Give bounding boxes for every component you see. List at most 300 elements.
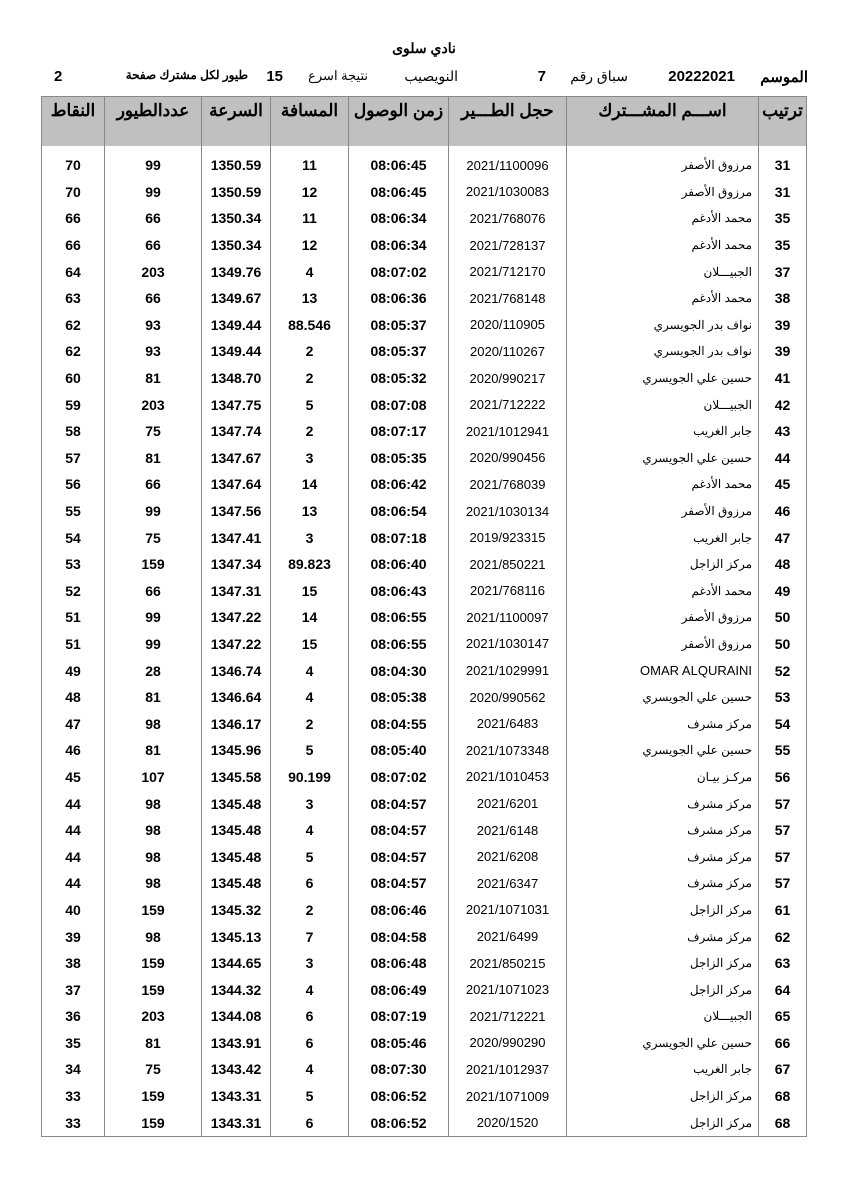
cell-speed: 1347.31 xyxy=(202,578,271,605)
cell-points: 45 xyxy=(42,764,105,791)
cell-points: 33 xyxy=(42,1109,105,1136)
cell-distance: 14 xyxy=(271,604,349,631)
cell-ring: 2021/728137 xyxy=(449,232,567,259)
cell-distance: 6 xyxy=(271,1030,349,1057)
col-points: النقاط xyxy=(42,97,105,147)
table-row xyxy=(42,146,807,179)
cell-points: 62 xyxy=(42,338,105,365)
cell-distance: 4 xyxy=(271,817,349,844)
cell-points: 54 xyxy=(42,524,105,551)
cell-rank: 57 xyxy=(759,790,807,817)
cell-distance: 4 xyxy=(271,976,349,1003)
col-birds: عددالطيور xyxy=(105,97,202,147)
cell-points: 55 xyxy=(42,498,105,525)
cell-speed: 1346.74 xyxy=(202,657,271,684)
cell-birds: 93 xyxy=(105,338,202,365)
table-row xyxy=(42,843,807,870)
cell-ring: 2020/1520 xyxy=(449,1109,567,1136)
cell-arrival: 08:06:49 xyxy=(349,976,449,1003)
cell-speed: 1345.48 xyxy=(202,843,271,870)
cell-distance: 5 xyxy=(271,391,349,418)
cell-distance: 3 xyxy=(271,524,349,551)
cell-birds: 203 xyxy=(105,258,202,285)
cell-rank: 46 xyxy=(759,498,807,525)
cell-arrival: 08:06:46 xyxy=(349,897,449,924)
cell-speed: 1347.75 xyxy=(202,391,271,418)
cell-arrival: 08:05:35 xyxy=(349,445,449,472)
cell-name: نواف بدر الجويسري xyxy=(567,312,759,339)
cell-rank: 65 xyxy=(759,1003,807,1030)
cell-name: مركز مشرف xyxy=(567,817,759,844)
cell-birds: 75 xyxy=(105,524,202,551)
cell-distance: 13 xyxy=(271,285,349,312)
cell-rank: 42 xyxy=(759,391,807,418)
cell-name: حسين علي الجويسري xyxy=(567,445,759,472)
cell-distance: 3 xyxy=(271,790,349,817)
cell-speed: 1349.44 xyxy=(202,312,271,339)
cell-points: 33 xyxy=(42,1083,105,1110)
birds-label: طيور لكل مشترك صفحة xyxy=(125,68,248,82)
cell-ring: 2021/1030083 xyxy=(449,179,567,206)
cell-ring: 2021/6499 xyxy=(449,923,567,950)
cell-speed: 1346.64 xyxy=(202,684,271,711)
cell-ring: 2021/850221 xyxy=(449,551,567,578)
race-name: النويصيب xyxy=(404,68,458,84)
cell-distance: 15 xyxy=(271,578,349,605)
cell-rank: 52 xyxy=(759,657,807,684)
cell-birds: 98 xyxy=(105,817,202,844)
table-row xyxy=(42,817,807,844)
cell-name: مركز الزاجل xyxy=(567,897,759,924)
cell-ring: 2021/1071031 xyxy=(449,897,567,924)
cell-birds: 99 xyxy=(105,604,202,631)
cell-distance: 2 xyxy=(271,710,349,737)
cell-rank: 50 xyxy=(759,604,807,631)
cell-rank: 43 xyxy=(759,418,807,445)
cell-birds: 159 xyxy=(105,1083,202,1110)
table-row xyxy=(42,365,807,392)
table-row xyxy=(42,604,807,631)
cell-rank: 48 xyxy=(759,551,807,578)
cell-name: حسين علي الجويسري xyxy=(567,737,759,764)
cell-speed: 1343.91 xyxy=(202,1030,271,1057)
cell-speed: 1345.58 xyxy=(202,764,271,791)
cell-arrival: 08:06:40 xyxy=(349,551,449,578)
cell-speed: 1346.17 xyxy=(202,710,271,737)
cell-birds: 75 xyxy=(105,418,202,445)
cell-distance: 2 xyxy=(271,365,349,392)
cell-name: مركـز بيـان xyxy=(567,764,759,791)
table-row xyxy=(42,976,807,1003)
cell-arrival: 08:06:34 xyxy=(349,205,449,232)
cell-points: 58 xyxy=(42,418,105,445)
cell-distance: 14 xyxy=(271,471,349,498)
table-row xyxy=(42,285,807,312)
table-row xyxy=(42,897,807,924)
cell-ring: 2021/6347 xyxy=(449,870,567,897)
cell-ring: 2021/6483 xyxy=(449,710,567,737)
cell-speed: 1348.70 xyxy=(202,365,271,392)
cell-rank: 64 xyxy=(759,976,807,1003)
cell-speed: 1344.08 xyxy=(202,1003,271,1030)
cell-points: 46 xyxy=(42,737,105,764)
cell-distance: 3 xyxy=(271,950,349,977)
cell-ring: 2019/923315 xyxy=(449,524,567,551)
season-value: 20222021 xyxy=(668,68,735,85)
cell-ring: 2020/110267 xyxy=(449,338,567,365)
cell-arrival: 08:06:48 xyxy=(349,950,449,977)
cell-name: محمد الأدغم xyxy=(567,578,759,605)
race-number: 7 xyxy=(537,68,546,85)
table-row xyxy=(42,418,807,445)
cell-name: الجبيـــلان xyxy=(567,391,759,418)
cell-points: 56 xyxy=(42,471,105,498)
cell-arrival: 08:06:54 xyxy=(349,498,449,525)
cell-points: 48 xyxy=(42,684,105,711)
cell-birds: 75 xyxy=(105,1056,202,1083)
cell-name: مرزوق الأصفر xyxy=(567,179,759,206)
table-row xyxy=(42,445,807,472)
cell-arrival: 08:06:52 xyxy=(349,1083,449,1110)
cell-ring: 2021/1100096 xyxy=(449,146,567,179)
col-rank: ترتيب xyxy=(759,97,807,147)
table-row xyxy=(42,205,807,232)
cell-points: 44 xyxy=(42,870,105,897)
cell-distance: 13 xyxy=(271,498,349,525)
table-row xyxy=(42,1003,807,1030)
cell-birds: 99 xyxy=(105,179,202,206)
cell-birds: 98 xyxy=(105,923,202,950)
cell-name: مركز مشرف xyxy=(567,710,759,737)
cell-name: حسين علي الجويسري xyxy=(567,684,759,711)
col-distance: المسافة xyxy=(271,97,349,147)
cell-name: مرزوق الأصفر xyxy=(567,604,759,631)
cell-points: 36 xyxy=(42,1003,105,1030)
table-row xyxy=(42,684,807,711)
cell-rank: 57 xyxy=(759,843,807,870)
cell-rank: 37 xyxy=(759,258,807,285)
cell-ring: 2021/6208 xyxy=(449,843,567,870)
cell-points: 44 xyxy=(42,790,105,817)
cell-rank: 47 xyxy=(759,524,807,551)
cell-arrival: 08:04:30 xyxy=(349,657,449,684)
cell-rank: 31 xyxy=(759,146,807,179)
cell-arrival: 08:04:55 xyxy=(349,710,449,737)
cell-distance: 15 xyxy=(271,631,349,658)
cell-ring: 2021/1100097 xyxy=(449,604,567,631)
cell-speed: 1349.44 xyxy=(202,338,271,365)
cell-birds: 98 xyxy=(105,710,202,737)
cell-ring: 2021/768039 xyxy=(449,471,567,498)
cell-birds: 203 xyxy=(105,1003,202,1030)
cell-ring: 2021/1030134 xyxy=(449,498,567,525)
cell-name: مرزوق الأصفر xyxy=(567,631,759,658)
cell-name: مركز الزاجل xyxy=(567,1109,759,1136)
cell-distance: 4 xyxy=(271,1056,349,1083)
cell-arrival: 08:05:37 xyxy=(349,312,449,339)
cell-arrival: 08:04:57 xyxy=(349,790,449,817)
cell-ring: 2021/1010453 xyxy=(449,764,567,791)
cell-distance: 90.199 xyxy=(271,764,349,791)
result-label: نتيجة اسرع xyxy=(308,68,368,83)
table-row xyxy=(42,870,807,897)
cell-rank: 38 xyxy=(759,285,807,312)
cell-speed: 1347.67 xyxy=(202,445,271,472)
cell-name: الجبيـــلان xyxy=(567,1003,759,1030)
cell-name: مركز مشرف xyxy=(567,923,759,950)
cell-points: 62 xyxy=(42,312,105,339)
cell-birds: 81 xyxy=(105,684,202,711)
cell-rank: 50 xyxy=(759,631,807,658)
cell-distance: 6 xyxy=(271,1003,349,1030)
cell-name: محمد الأدغم xyxy=(567,232,759,259)
cell-speed: 1347.56 xyxy=(202,498,271,525)
table-row xyxy=(42,1056,807,1083)
cell-rank: 67 xyxy=(759,1056,807,1083)
cell-arrival: 08:07:08 xyxy=(349,391,449,418)
cell-name: جابر الغريب xyxy=(567,1056,759,1083)
cell-ring: 2021/1073348 xyxy=(449,737,567,764)
cell-speed: 1344.65 xyxy=(202,950,271,977)
club-title: نادي سلوى xyxy=(392,40,456,56)
cell-points: 49 xyxy=(42,657,105,684)
cell-arrival: 08:06:45 xyxy=(349,146,449,179)
cell-name: جابر الغريب xyxy=(567,418,759,445)
cell-ring: 2021/1030147 xyxy=(449,631,567,658)
cell-arrival: 08:06:55 xyxy=(349,604,449,631)
cell-arrival: 08:05:38 xyxy=(349,684,449,711)
cell-ring: 2021/1012941 xyxy=(449,418,567,445)
cell-birds: 81 xyxy=(105,1030,202,1057)
cell-arrival: 08:05:32 xyxy=(349,365,449,392)
cell-speed: 1347.41 xyxy=(202,524,271,551)
table-row xyxy=(42,790,807,817)
cell-ring: 2021/1071009 xyxy=(449,1083,567,1110)
cell-ring: 2021/768116 xyxy=(449,578,567,605)
cell-birds: 93 xyxy=(105,312,202,339)
table-row xyxy=(42,1083,807,1110)
cell-ring: 2020/990456 xyxy=(449,445,567,472)
cell-arrival: 08:06:55 xyxy=(349,631,449,658)
cell-birds: 66 xyxy=(105,578,202,605)
col-arrival: زمن الوصول xyxy=(349,97,449,147)
cell-arrival: 08:05:37 xyxy=(349,338,449,365)
table-row xyxy=(42,710,807,737)
cell-birds: 66 xyxy=(105,471,202,498)
cell-distance: 3 xyxy=(271,445,349,472)
cell-arrival: 08:07:02 xyxy=(349,764,449,791)
cell-birds: 28 xyxy=(105,657,202,684)
col-speed: السرعة xyxy=(202,97,271,147)
cell-ring: 2020/990562 xyxy=(449,684,567,711)
cell-arrival: 08:07:02 xyxy=(349,258,449,285)
cell-ring: 2021/712222 xyxy=(449,391,567,418)
cell-arrival: 08:07:18 xyxy=(349,524,449,551)
cell-speed: 1343.31 xyxy=(202,1109,271,1136)
cell-speed: 1347.22 xyxy=(202,631,271,658)
cell-points: 70 xyxy=(42,179,105,206)
cell-rank: 62 xyxy=(759,923,807,950)
cell-rank: 31 xyxy=(759,179,807,206)
cell-points: 66 xyxy=(42,205,105,232)
cell-name: محمد الأدغم xyxy=(567,285,759,312)
table-row xyxy=(42,1109,807,1136)
cell-rank: 39 xyxy=(759,338,807,365)
table-row xyxy=(42,179,807,206)
cell-points: 52 xyxy=(42,578,105,605)
cell-rank: 45 xyxy=(759,471,807,498)
cell-name: نواف بدر الجويسري xyxy=(567,338,759,365)
cell-name: مركز مشرف xyxy=(567,843,759,870)
cell-distance: 2 xyxy=(271,418,349,445)
table-row xyxy=(42,1030,807,1057)
cell-speed: 1350.59 xyxy=(202,146,271,179)
cell-rank: 35 xyxy=(759,232,807,259)
cell-name: الجبيـــلان xyxy=(567,258,759,285)
cell-ring: 2021/768148 xyxy=(449,285,567,312)
cell-distance: 2 xyxy=(271,897,349,924)
cell-name: حسين علي الجويسري xyxy=(567,365,759,392)
cell-birds: 98 xyxy=(105,790,202,817)
cell-distance: 5 xyxy=(271,843,349,870)
table-row xyxy=(42,737,807,764)
cell-name: OMAR ALQURAINI xyxy=(567,657,759,684)
cell-distance: 7 xyxy=(271,923,349,950)
cell-arrival: 08:06:43 xyxy=(349,578,449,605)
table-row xyxy=(42,524,807,551)
cell-birds: 66 xyxy=(105,285,202,312)
cell-birds: 98 xyxy=(105,870,202,897)
cell-rank: 35 xyxy=(759,205,807,232)
cell-speed: 1345.48 xyxy=(202,817,271,844)
cell-distance: 5 xyxy=(271,1083,349,1110)
cell-speed: 1343.42 xyxy=(202,1056,271,1083)
cell-points: 59 xyxy=(42,391,105,418)
cell-speed: 1345.48 xyxy=(202,790,271,817)
cell-rank: 68 xyxy=(759,1109,807,1136)
cell-rank: 53 xyxy=(759,684,807,711)
cell-points: 38 xyxy=(42,950,105,977)
cell-rank: 55 xyxy=(759,737,807,764)
cell-rank: 57 xyxy=(759,817,807,844)
results-table xyxy=(41,96,807,1137)
cell-distance: 4 xyxy=(271,684,349,711)
cell-distance: 4 xyxy=(271,657,349,684)
table-row xyxy=(42,923,807,950)
cell-points: 34 xyxy=(42,1056,105,1083)
cell-birds: 159 xyxy=(105,897,202,924)
cell-arrival: 08:05:46 xyxy=(349,1030,449,1057)
cell-ring: 2020/990217 xyxy=(449,365,567,392)
cell-name: حسين علي الجويسري xyxy=(567,1030,759,1057)
cell-rank: 39 xyxy=(759,312,807,339)
cell-arrival: 08:04:57 xyxy=(349,817,449,844)
cell-speed: 1347.34 xyxy=(202,551,271,578)
cell-speed: 1349.67 xyxy=(202,285,271,312)
table-row xyxy=(42,338,807,365)
cell-birds: 203 xyxy=(105,391,202,418)
cell-rank: 61 xyxy=(759,897,807,924)
cell-points: 53 xyxy=(42,551,105,578)
cell-distance: 11 xyxy=(271,205,349,232)
cell-speed: 1345.48 xyxy=(202,870,271,897)
cell-arrival: 08:06:45 xyxy=(349,179,449,206)
cell-birds: 98 xyxy=(105,843,202,870)
cell-points: 39 xyxy=(42,923,105,950)
cell-points: 51 xyxy=(42,631,105,658)
cell-speed: 1349.76 xyxy=(202,258,271,285)
cell-name: مرزوق الأصفر xyxy=(567,498,759,525)
cell-name: مرزوق الأصفر xyxy=(567,146,759,179)
col-name: اســـم المشـــترك xyxy=(567,97,759,147)
cell-rank: 68 xyxy=(759,1083,807,1110)
cell-distance: 12 xyxy=(271,232,349,259)
cell-points: 40 xyxy=(42,897,105,924)
cell-rank: 41 xyxy=(759,365,807,392)
cell-distance: 6 xyxy=(271,1109,349,1136)
table-row xyxy=(42,391,807,418)
cell-speed: 1345.13 xyxy=(202,923,271,950)
cell-speed: 1345.32 xyxy=(202,897,271,924)
table-row xyxy=(42,498,807,525)
table-row xyxy=(42,551,807,578)
cell-arrival: 08:05:40 xyxy=(349,737,449,764)
cell-points: 70 xyxy=(42,146,105,179)
cell-speed: 1345.96 xyxy=(202,737,271,764)
cell-distance: 6 xyxy=(271,870,349,897)
cell-birds: 81 xyxy=(105,737,202,764)
cell-arrival: 08:04:57 xyxy=(349,843,449,870)
cell-arrival: 08:06:34 xyxy=(349,232,449,259)
cell-distance: 4 xyxy=(271,258,349,285)
col-ring: حجل الطـــير xyxy=(449,97,567,147)
cell-distance: 11 xyxy=(271,146,349,179)
cell-points: 47 xyxy=(42,710,105,737)
cell-distance: 5 xyxy=(271,737,349,764)
cell-birds: 159 xyxy=(105,976,202,1003)
cell-points: 66 xyxy=(42,232,105,259)
cell-birds: 66 xyxy=(105,232,202,259)
table-row xyxy=(42,631,807,658)
cell-rank: 54 xyxy=(759,710,807,737)
cell-speed: 1343.31 xyxy=(202,1083,271,1110)
cell-ring: 2020/990290 xyxy=(449,1030,567,1057)
cell-ring: 2021/1071023 xyxy=(449,976,567,1003)
cell-rank: 57 xyxy=(759,870,807,897)
cell-rank: 49 xyxy=(759,578,807,605)
table-row xyxy=(42,764,807,791)
cell-arrival: 08:07:30 xyxy=(349,1056,449,1083)
cell-distance: 88.546 xyxy=(271,312,349,339)
cell-speed: 1347.22 xyxy=(202,604,271,631)
cell-ring: 2021/712221 xyxy=(449,1003,567,1030)
cell-points: 44 xyxy=(42,843,105,870)
cell-points: 64 xyxy=(42,258,105,285)
cell-arrival: 08:06:52 xyxy=(349,1109,449,1136)
cell-speed: 1350.59 xyxy=(202,179,271,206)
cell-distance: 2 xyxy=(271,338,349,365)
cell-birds: 99 xyxy=(105,146,202,179)
cell-ring: 2021/850215 xyxy=(449,950,567,977)
cell-points: 57 xyxy=(42,445,105,472)
cell-name: مركز الزاجل xyxy=(567,976,759,1003)
race-info xyxy=(40,68,808,90)
table-row xyxy=(42,950,807,977)
table-row xyxy=(42,578,807,605)
cell-arrival: 08:06:42 xyxy=(349,471,449,498)
cell-points: 37 xyxy=(42,976,105,1003)
cell-speed: 1344.32 xyxy=(202,976,271,1003)
